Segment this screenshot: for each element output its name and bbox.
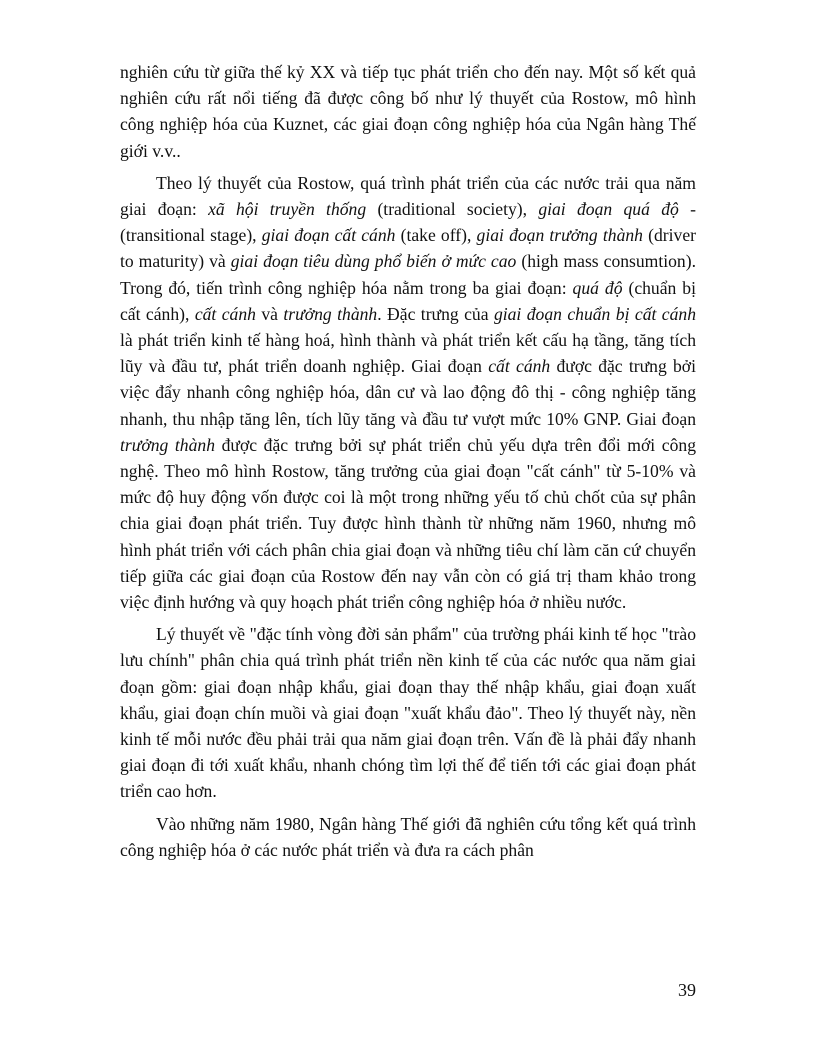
text-run: được đặc trưng bởi sự phát triển chủ yếu dựa trên đổi mới công nghệ. Theo mô hình Rostow, tăng trưởng của giai đoạn "cất cánh" từ 5-10% và mức độ huy động vốn được coi là một trong những yếu tố chủ chốt của sự phân chia giai đoạn phát triển. Tuy được hình thành từ những năm 1960, nhưng mô hình phát triển với cách phân chia giai đoạn và những tiêu chí làm căn cứ chuyển tiếp giữa các giai đoạn của Rostow đến nay vẫn còn có giá trị tham khảo trong việc định hướng và quy hoạch phát triển công nghiệp hóa ở nhiều nước. — [120, 434, 696, 613]
paragraph-4-world-bank: Vào những năm 1980, Ngân hàng Thế giới đã nghiên cứu tổng kết quá trình công nghiệp hóa ở các nước phát triển và đưa ra cách phân — [120, 813, 696, 860]
italic-term: giai đoạn trưởng thành — [476, 225, 643, 246]
paragraph-3-product-lifecycle: Lý thuyết về "đặc tính vòng đời sản phẩm" của trường phái kinh tế học "trào lưu chính" phân chia quá trình phát triển nền kinh tế của các nước qua năm giai đoạn gồm: giai đoạn nhập khẩu, giai đoạn thay thế nhập khẩu, giai đoạn xuất khẩu, giai đoạn chín muồi và giai đoạn "xuất khẩu đảo". Theo lý thuyết này, nền kinh tế mỗi nước đều phải trải qua năm giai đoạn trên. Vấn đề là phải đẩy nhanh giai đoạn đi tới xuất khẩu, nhanh chóng tìm lợi thế để tiến tới các giai đoạn phát triển cao hơn. — [120, 624, 696, 802]
text-run: là phát triển kinh tế hàng hoá, hình thành và phát triển kết cấu hạ tầng, tăng tích lũy và đầu tư, phát triển doanh nghiệp. Giai đoạn — [120, 330, 696, 377]
page-number: 39 — [678, 980, 696, 1000]
text-run: Theo lý thuyết của Rostow, quá trình phát triển của các nước trải qua năm giai đoạn: — [120, 172, 696, 220]
text-run: (take off), — [395, 225, 477, 246]
italic-term: giai đoạn cất cánh — [261, 225, 396, 246]
text-run: và — [255, 303, 284, 324]
paragraph-2-rostow-theory — [120, 170, 696, 615]
text-run: . Đặc trưng của — [377, 303, 494, 324]
italic-term: trưởng thành — [120, 434, 215, 455]
text-run: (traditional society), — [366, 199, 539, 220]
text-run: - (transitional stage), — [120, 199, 696, 246]
italic-term: giai đoạn quá độ — [538, 199, 679, 220]
paragraph-1: nghiên cứu từ giữa thế kỷ XX và tiếp tục phát triển cho đến nay. Một số kết quả nghiên cứu rất nổi tiếng đã được công bố như lý thuyết của Rostow, mô hình công nghiệp hóa của Kuznet, các giai đoạn công nghiệp hóa của Ngân hàng Thế giới v.v.. — [120, 62, 696, 161]
text-run: (chuẩn bị cất cánh), — [120, 277, 696, 324]
italic-term: xã hội truyền thống — [208, 199, 367, 220]
italic-term: cất cánh — [488, 356, 551, 377]
text-run: (driver to maturity) và — [120, 225, 696, 272]
italic-term: giai đoạn chuẩn bị cất cánh — [493, 303, 697, 324]
text-run: (high mass consumtion). Trong đó, tiến trình công nghiệp hóa nằm trong ba giai đoạn: — [120, 251, 696, 298]
text-run: được đặc trưng bởi việc đẩy nhanh công nghiệp hóa, dân cư và lao động đô thị - công nghiệp tăng nhanh, thu nhập tăng lên, tích lũy tăng và đầu tư vượt mức 10% GNP. Giai đoạn — [120, 356, 696, 429]
italic-term: trưởng thành — [283, 303, 378, 324]
italic-term: cất cánh — [194, 303, 256, 324]
italic-term: quá độ — [572, 277, 623, 298]
body-text — [120, 59, 696, 869]
italic-term: giai đoạn tiêu dùng phổ biến ở mức cao — [230, 251, 517, 272]
